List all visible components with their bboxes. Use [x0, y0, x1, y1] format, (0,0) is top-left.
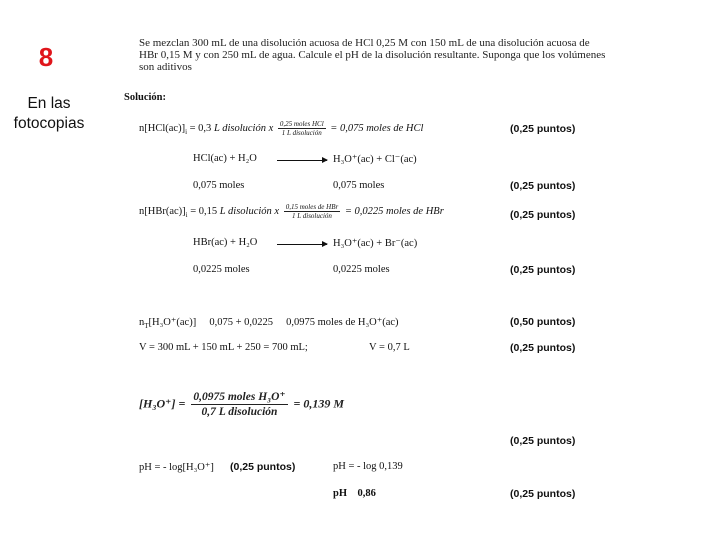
points-total-volume: (0,25 puntos) — [510, 342, 576, 354]
reaction2-left-moles: 0,0225 moles — [193, 264, 250, 275]
n-hcl-fraction — [278, 120, 326, 137]
n-hbr-eq: = 0,15 — [187, 205, 220, 217]
n-hcl-line — [139, 120, 423, 137]
points-n-hbr: (0,25 puntos) — [510, 209, 576, 221]
n-hcl-times: x — [265, 122, 274, 134]
reaction2-left: HBr(ac) + H₂O — [193, 237, 258, 248]
exercise-number: 8 — [38, 42, 54, 72]
ph-formula: pH = - log[H₃O⁺] — [139, 462, 214, 473]
total-volume-left: V = 300 mL + 150 mL + 250 = 700 mL; — [139, 342, 308, 353]
points-total-moles: (0,50 puntos) — [510, 316, 576, 328]
total-moles-line — [139, 316, 399, 330]
total-volume-right: V = 0,7 L — [369, 342, 410, 353]
concentration-den: 0,7 L disolución — [201, 406, 278, 418]
n-hcl-result: = 0,075 moles de HCl — [330, 122, 424, 134]
n-hbr-line — [139, 203, 444, 220]
solution-label: Solución: — [124, 92, 167, 103]
n-hbr-frac-den: 1 L disolución — [292, 212, 332, 220]
n-hbr-lhs: n[HBr(ac)] — [139, 205, 186, 217]
n-hbr-unit: L disolución — [219, 205, 272, 217]
points-reaction1: (0,25 puntos) — [510, 180, 576, 192]
points-ph-formula: (0,25 puntos) — [230, 461, 296, 473]
concentration-line — [139, 390, 344, 419]
reaction1-left: HCl(ac) + H₂O — [193, 153, 257, 164]
n-hbr-fraction — [284, 203, 341, 220]
points-reaction2: (0,25 puntos) — [510, 264, 576, 276]
concentration-lhs: [H₃O⁺] = — [139, 396, 186, 411]
n-hbr-sub: i — [185, 211, 188, 219]
n-hcl-frac-num: 0,25 moles HCl — [279, 120, 324, 128]
total-moles-rest: [H₃O⁺(ac)] 0,075 + 0,0225 0,0975 moles de H₃O⁺(ac) — [148, 317, 399, 328]
concentration-result: = 0,139 M — [293, 396, 345, 411]
n-hcl-sub: i — [185, 128, 188, 136]
n-hbr-result: = 0,0225 moles de HBr — [344, 205, 444, 217]
reaction1-arrow — [277, 160, 327, 161]
points-ph-final: (0,25 puntos) — [510, 488, 576, 500]
reaction2-arrow — [277, 244, 327, 245]
reaction2-right: H₃O⁺(ac) + Br⁻(ac) — [333, 238, 418, 249]
n-hcl-lhs: n[HCl(ac)] — [139, 122, 186, 134]
points-n-hcl: (0,25 puntos) — [510, 123, 576, 135]
problem-statement: Se mezclan 300 mL de una disolución acuosa de HCl 0,25 M con 150 mL de una disolución acuosa de HBr 0,15 M y con 250 mL de agua. Calcule el pH de la disolución resultante. Suponga que los volúmenes son aditivos — [139, 37, 606, 74]
n-hbr-times: x — [271, 205, 280, 217]
concentration-fraction — [191, 390, 287, 419]
reaction1-right: H₃O⁺(ac) + Cl⁻(ac) — [333, 154, 417, 165]
n-hcl-frac-den: 1 L disolución — [281, 129, 322, 137]
reaction1-left-moles: 0,075 moles — [193, 180, 245, 191]
points-concentration: (0,25 puntos) — [510, 435, 576, 447]
concentration-num: 0,0975 moles H₃O⁺ — [193, 391, 286, 403]
side-note: En las fotocopias — [13, 95, 85, 132]
ph-final: pH 0,86 — [333, 488, 376, 499]
n-hbr-frac-num: 0,15 moles de HBr — [285, 203, 339, 211]
n-hcl-unit: L disolución — [213, 122, 266, 134]
reaction2-right-moles: 0,0225 moles — [333, 264, 390, 275]
total-moles-sub: T — [144, 322, 149, 331]
ph-substitution: pH = - log 0,139 — [333, 461, 403, 472]
total-moles-n: n — [139, 317, 145, 328]
n-hcl-eq: = 0,3 — [187, 122, 214, 134]
reaction1-right-moles: 0,075 moles — [333, 180, 385, 191]
